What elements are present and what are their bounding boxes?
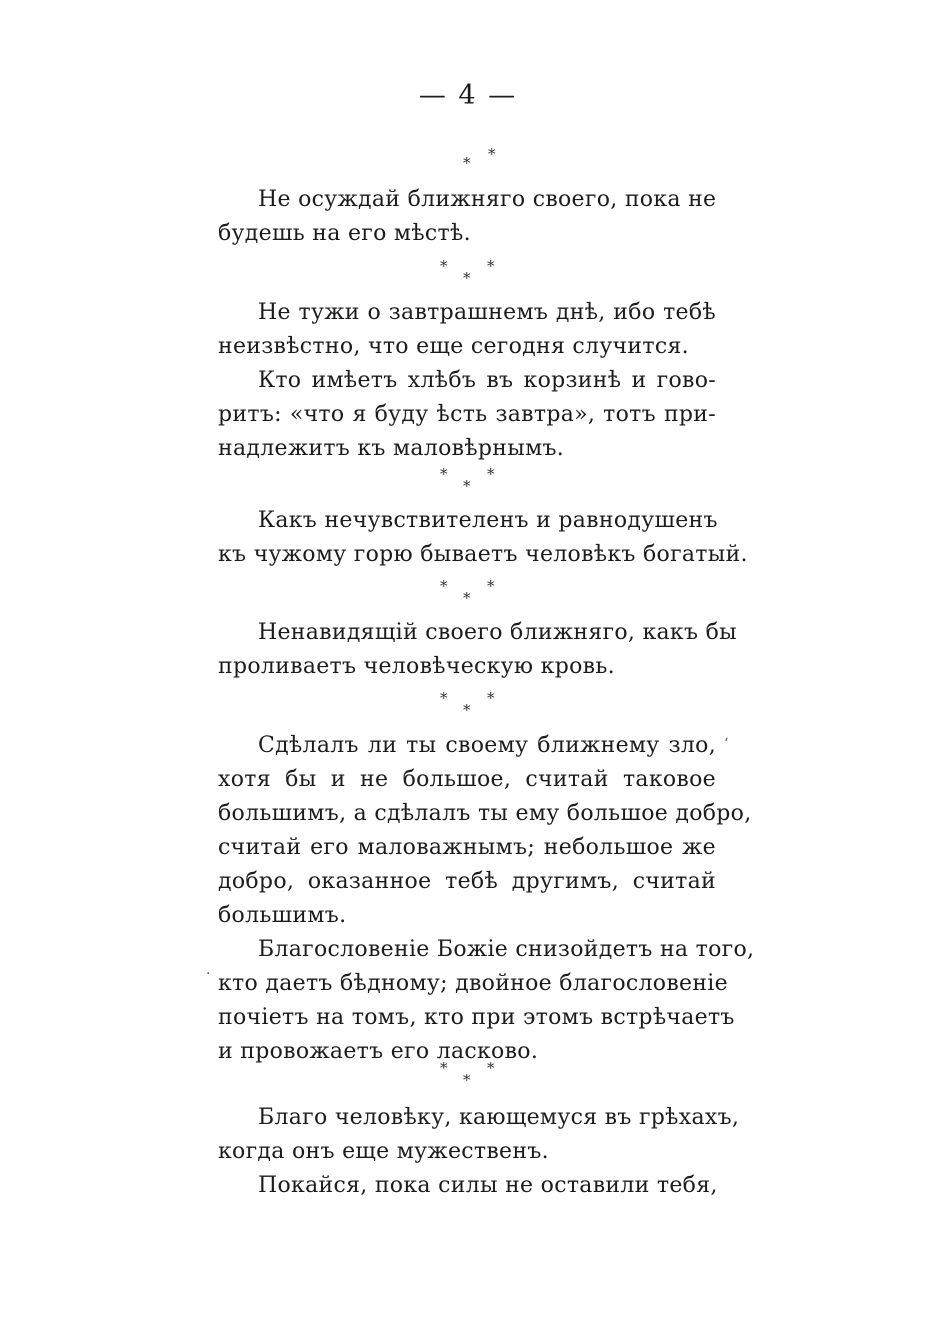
asterism-separator xyxy=(0,579,936,609)
paragraph-group xyxy=(218,183,716,251)
asterisk: * xyxy=(487,689,495,707)
paragraph-group xyxy=(218,729,755,1069)
asterisk: * xyxy=(463,589,471,607)
text-line: большимъ. xyxy=(218,903,347,928)
asterisk: * xyxy=(488,145,496,163)
text-line: будешь на его мѣстѣ. xyxy=(218,221,471,246)
text-line: надлежитъ къ маловѣрнымъ. xyxy=(218,436,565,461)
asterism-separator xyxy=(0,467,936,497)
asterisk: * xyxy=(463,701,471,719)
text-line: Сдѣлалъ ли ты своему ближнему зло, xyxy=(258,733,716,758)
text-line: считай его маловажнымъ; небольшое же xyxy=(218,835,716,860)
paragraph-group xyxy=(218,504,748,572)
asterisk: * xyxy=(487,257,495,275)
asterisk: * xyxy=(440,577,448,595)
text-line: добро, оказанное тебѣ другимъ, считай xyxy=(218,869,716,894)
asterism-separator xyxy=(0,1061,936,1091)
asterisk: * xyxy=(440,465,448,483)
margin-mark: · xyxy=(206,966,211,982)
asterisk: * xyxy=(440,689,448,707)
asterism-separator xyxy=(0,691,936,721)
asterism-separator xyxy=(0,147,936,177)
text-line: большимъ, а сдѣлалъ ты ему большое добро, xyxy=(218,801,752,826)
text-line: когда онъ еще мужественъ. xyxy=(218,1139,549,1164)
asterisk: * xyxy=(487,465,495,483)
text-line: проливаетъ человѣческую кровь. xyxy=(218,654,615,679)
text-line: и провожаетъ его ласково. xyxy=(218,1039,539,1064)
page-number: — 4 — xyxy=(418,80,518,111)
text-line: почіетъ на томъ, кто при этомъ встрѣчаетъ xyxy=(218,1005,735,1030)
asterisk: * xyxy=(440,1059,448,1077)
text-line: неизвѣстно, что еще сегодня случится. xyxy=(218,334,689,359)
asterism-separator xyxy=(0,259,936,289)
text-line: Какъ нечувствителенъ и равнодушенъ xyxy=(258,508,718,533)
paragraph-group xyxy=(218,1101,740,1203)
text-line: Не осуждай ближняго своего, пока не xyxy=(258,187,717,212)
asterisk: * xyxy=(487,577,495,595)
paragraph-group xyxy=(218,616,737,684)
asterisk: * xyxy=(463,269,471,287)
text-line: къ чужому горю бываетъ человѣкъ богатый. xyxy=(218,542,748,567)
asterisk: * xyxy=(463,1071,471,1089)
asterisk: * xyxy=(463,477,471,495)
text-line: Благословеніе Божіе снизойдетъ на того, xyxy=(258,937,755,962)
asterisk: * xyxy=(463,154,471,172)
margin-mark: ‘ xyxy=(724,736,729,752)
text-line: Не тужи о завтрашнемъ днѣ, ибо тебѣ xyxy=(258,300,716,325)
text-line: Ненавидящій своего ближняго, какъ бы xyxy=(258,620,737,645)
asterisk: * xyxy=(487,1059,495,1077)
text-line: Благо человѣку, кающемуся въ грѣхахъ, xyxy=(258,1105,740,1130)
asterisk: * xyxy=(440,257,448,275)
paragraph-group xyxy=(218,296,716,466)
text-line: Покайся, пока силы не оставили тебя, xyxy=(258,1173,718,1198)
text-line: кто даетъ бѣдному; двойное благословеніе xyxy=(218,971,728,996)
text-line: хотя бы и не большое, считай таковое xyxy=(218,767,716,792)
text-line: ритъ: «что я буду ѣсть завтра», тотъ при- xyxy=(218,402,716,427)
text-line: Кто имѣетъ хлѣбъ въ корзинѣ и гово- xyxy=(258,368,716,393)
